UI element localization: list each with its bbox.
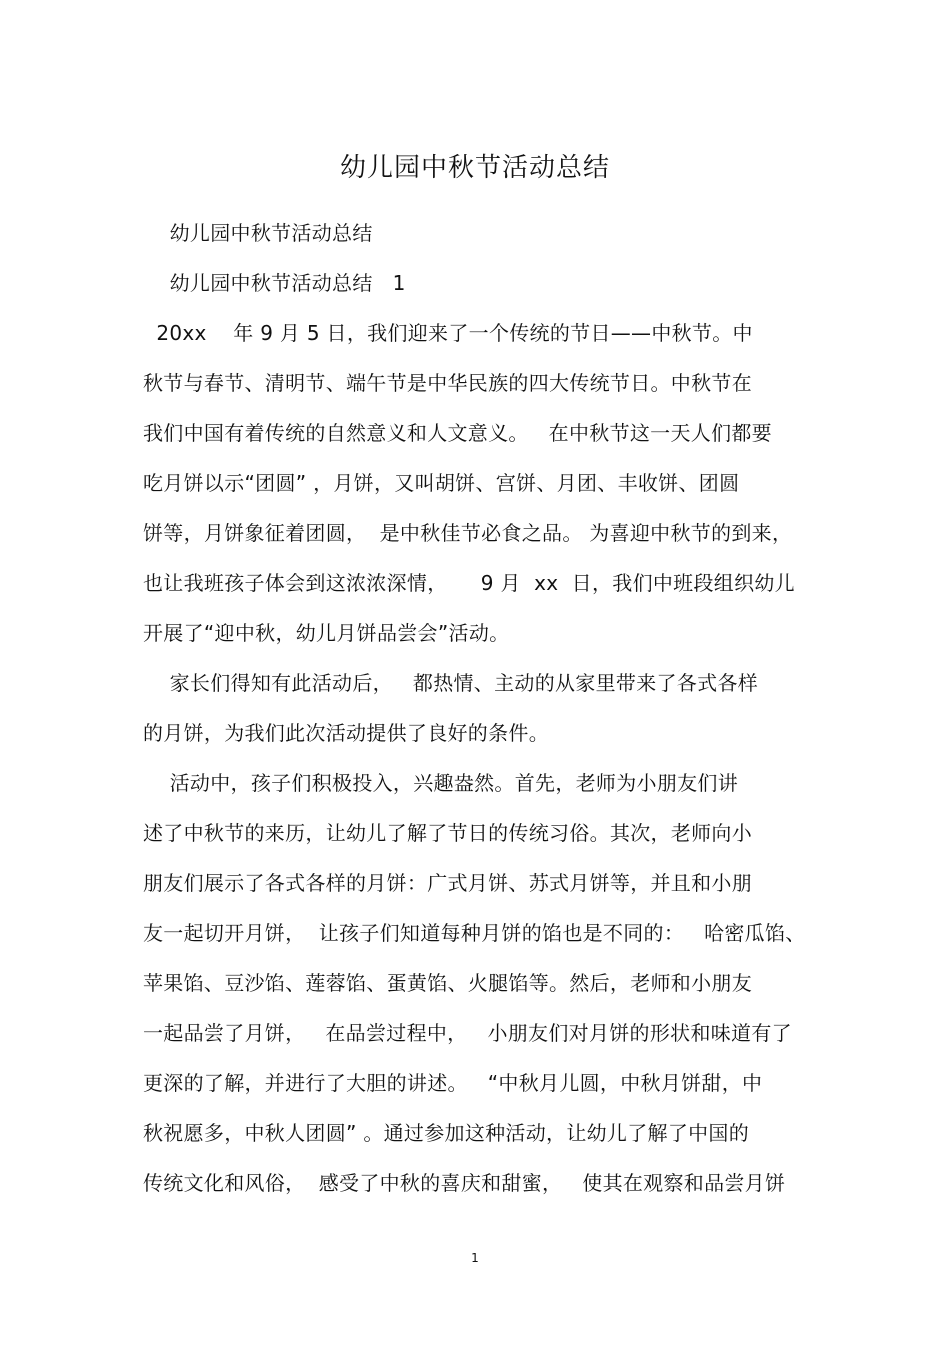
body-line: 朋友们展示了各式各样的月饼：广式月饼、苏式月饼等，并且和小朋 <box>143 871 752 895</box>
subtitle-line: 幼儿园中秋节活动总结 <box>143 221 373 245</box>
body-line: 更深的了解，并进行了大胆的讲述。 “中秋月儿圆，中秋月饼甜，中 <box>143 1071 763 1095</box>
body-line: 20xx 年 9 月 5 日，我们迎来了一个传统的节日——中秋节。中 <box>143 321 753 345</box>
body-line: 的月饼，为我们此次活动提供了良好的条件。 <box>143 721 549 745</box>
body-line: 传统文化和风俗， 感受了中秋的喜庆和甜蜜， 使其在观察和品尝月饼 <box>143 1171 786 1195</box>
body-line: 也让我班孩子体会到这浓浓深情， 9 月 xx 日，我们中班段组织幼儿 <box>143 571 795 595</box>
body-line: 吃月饼以示“团圆” ，月饼，又叫胡饼、宫饼、月团、丰收饼、团圆 <box>143 471 740 495</box>
body-line: 饼等，月饼象征着团圆， 是中秋佳节必食之品。 为喜迎中秋节的到来， <box>143 521 793 545</box>
body-line: 家长们得知有此活动后， 都热情、主动的从家里带来了各式各样 <box>143 671 759 695</box>
body-line: 秋祝愿多，中秋人团圆” 。通过参加这种活动，让幼儿了解了中国的 <box>143 1121 750 1145</box>
body-line: 友一起切开月饼， 让孩子们知道每种月饼的馅也是不同的： 哈密瓜馅、 <box>143 921 806 945</box>
body-line: 苹果馅、豆沙馅、莲蓉馅、蛋黄馅、火腿馅等。然后，老师和小朋友 <box>143 971 752 995</box>
section-heading: 幼儿园中秋节活动总结 1 <box>143 271 406 295</box>
body-line: 开展了“迎中秋，幼儿月饼品尝会”活动。 <box>143 621 510 645</box>
body-line: 述了中秋节的来历，让幼儿了解了节日的传统习俗。其次，老师向小 <box>143 821 752 845</box>
body-line: 我们中国有着传统的自然意义和人文意义。 在中秋节这一天人们都要 <box>143 421 772 445</box>
body-line: 秋节与春节、清明节、端午节是中华民族的四大传统节日。中秋节在 <box>143 371 752 395</box>
page-number: 1 <box>471 1251 479 1265</box>
body-line: 活动中，孩子们积极投入，兴趣盎然。首先，老师为小朋友们讲 <box>143 771 739 795</box>
body-line: 一起品尝了月饼， 在品尝过程中， 小朋友们对月饼的形状和味道有了 <box>143 1021 792 1045</box>
document-title: 幼儿园中秋节活动总结 <box>339 153 610 183</box>
